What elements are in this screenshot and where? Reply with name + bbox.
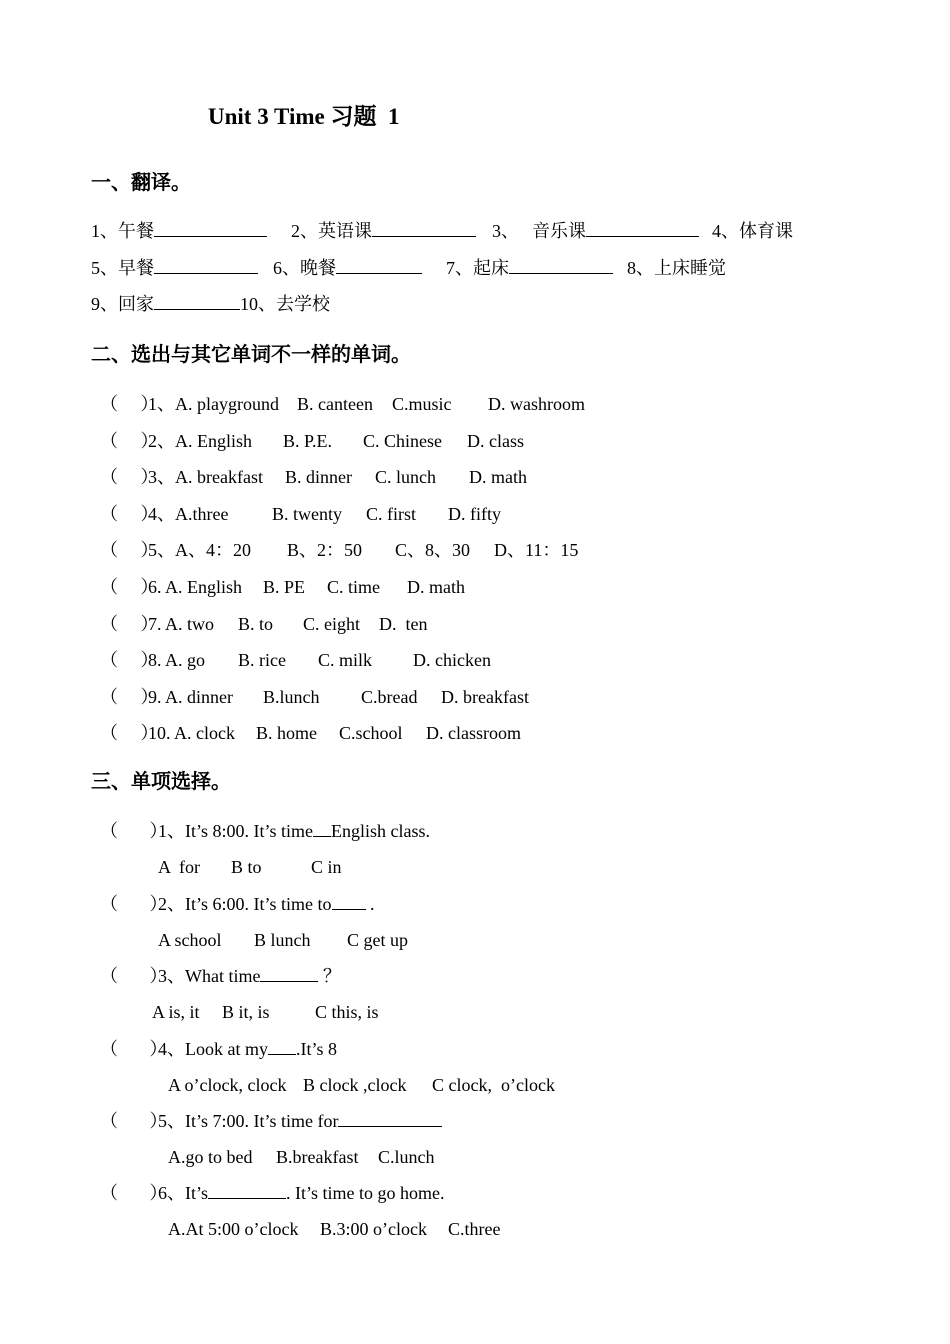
answer-paren[interactable]: （ ）: [100, 431, 159, 451]
item-label: 5、早餐: [91, 258, 154, 278]
choice-option: C. eight: [303, 614, 360, 634]
choice-option: A for: [158, 857, 200, 877]
choice-option: B. canteen: [297, 394, 373, 414]
question-stem: 3、What time: [158, 966, 261, 986]
answer-paren[interactable]: （ ）: [100, 821, 168, 841]
choice-option: B. P.E.: [283, 431, 333, 451]
question-text: [158, 893, 375, 915]
choice-option: 4、A.three: [148, 504, 229, 524]
item-label: 6、晚餐: [273, 258, 336, 278]
choice-option: 8. A. go: [148, 650, 206, 670]
answer-blank[interactable]: [338, 1125, 442, 1127]
answer-paren[interactable]: （ ）: [100, 467, 159, 487]
question-stem: 5、It’s 7:00. It’s time for: [158, 1111, 339, 1131]
choice-option: B to: [231, 857, 262, 877]
choice-option: B. PE: [263, 577, 306, 597]
answer-paren[interactable]: （ ）: [100, 966, 168, 986]
item-label: 9、回家: [91, 294, 154, 314]
choice-option: B clock ,clock: [303, 1075, 407, 1095]
choice-option: 5、A、4：20: [148, 540, 251, 560]
section3-heading: 三、单项选择。: [91, 771, 231, 793]
question-text: [158, 965, 341, 987]
translate-item-7: [446, 257, 613, 279]
choice-option: D. math: [469, 467, 527, 487]
question-text: [158, 1110, 442, 1132]
translate-item-3: [492, 220, 519, 242]
choice-option: D. washroom: [488, 394, 585, 414]
answer-paren[interactable]: （ ）: [100, 650, 159, 670]
translate-item-5: [91, 257, 258, 279]
choice-option: C.school: [339, 723, 403, 743]
choice-option: C.bread: [361, 687, 418, 707]
choice-option: 7. A. two: [148, 614, 215, 634]
choice-option: B.lunch: [263, 687, 320, 707]
choice-option: B. rice: [238, 650, 286, 670]
answer-paren[interactable]: （ ）: [100, 1111, 168, 1131]
answer-blank[interactable]: [268, 1053, 296, 1055]
section1-heading: 一、翻译。: [91, 172, 191, 194]
answer-paren[interactable]: （ ）: [100, 394, 159, 414]
choice-option: D. fifty: [448, 504, 501, 524]
translate-item-8: [627, 257, 726, 279]
item-label: 10、去学校: [240, 294, 330, 314]
translate-item-3-text: [532, 220, 699, 242]
choice-option: 9. A. dinner: [148, 687, 233, 707]
choice-option: D. classroom: [426, 723, 521, 743]
question-tail: . It’s time to go home.: [286, 1183, 445, 1203]
choice-option: D. breakfast: [441, 687, 529, 707]
question-tail: ？: [318, 966, 341, 986]
answer-blank[interactable]: [509, 272, 613, 274]
choice-option: C get up: [347, 930, 408, 950]
choice-option: C. Chinese: [363, 431, 442, 451]
choice-option: C.music: [392, 394, 452, 414]
choice-option: C this, is: [315, 1002, 379, 1022]
choice-option: 6. A. English: [148, 577, 243, 597]
answer-paren[interactable]: （ ）: [100, 540, 159, 560]
answer-blank[interactable]: [260, 980, 318, 982]
section2-heading: 二、选出与其它单词不一样的单词。: [91, 344, 411, 366]
choice-option: B. to: [238, 614, 274, 634]
answer-paren[interactable]: （ ）: [100, 504, 159, 524]
choice-option: C. lunch: [375, 467, 436, 487]
choice-option: C. first: [366, 504, 417, 524]
question-tail: .: [365, 894, 375, 914]
choice-option: A o’clock, clock: [168, 1075, 287, 1095]
choice-option: B. dinner: [285, 467, 352, 487]
choice-option: C. time: [327, 577, 380, 597]
choice-option: 1、A. playground: [148, 394, 279, 414]
choice-option: A is, it: [152, 1002, 200, 1022]
translate-item-9: [91, 293, 330, 315]
translate-item-2: [291, 220, 476, 242]
question-stem: 2、It’s 6:00. It’s time to: [158, 894, 332, 914]
choice-option: D. math: [407, 577, 465, 597]
question-stem: 1、It’s 8:00. It’s time: [158, 821, 313, 841]
item-label: 3、: [492, 221, 519, 241]
answer-blank[interactable]: [154, 272, 258, 274]
choice-option: B.breakfast: [276, 1147, 359, 1167]
answer-blank[interactable]: [154, 308, 240, 310]
choice-option: C.three: [448, 1219, 501, 1239]
question-tail: English class.: [331, 821, 430, 841]
item-label: 1、午餐: [91, 221, 154, 241]
answer-blank[interactable]: [372, 235, 476, 237]
choice-option: C. milk: [318, 650, 373, 670]
answer-blank[interactable]: [332, 908, 366, 910]
item-label: 2、英语课: [291, 221, 372, 241]
answer-blank[interactable]: [313, 835, 331, 837]
choice-option: B.3:00 o’clock: [320, 1219, 427, 1239]
answer-paren[interactable]: （ ）: [100, 894, 168, 914]
choice-option: C clock, o’clock: [432, 1075, 555, 1095]
item-label: 7、起床: [446, 258, 509, 278]
translate-item-1: [91, 220, 267, 242]
choice-option: 3、A. breakfast: [148, 467, 263, 487]
item-label: 音乐课: [532, 221, 586, 241]
translate-item-6: [273, 257, 422, 279]
answer-paren[interactable]: （ ）: [100, 1039, 168, 1059]
answer-blank[interactable]: [336, 272, 422, 274]
choice-option: C、8、30: [395, 540, 471, 560]
choice-option: B lunch: [254, 930, 311, 950]
choice-option: D. class: [467, 431, 524, 451]
choice-option: 10. A. clock: [148, 723, 235, 743]
choice-option: B、2：50: [287, 540, 363, 560]
choice-option: D、11：15: [494, 540, 579, 560]
choice-option: D. ten: [379, 614, 428, 634]
answer-paren[interactable]: （ ）: [100, 577, 159, 597]
question-text: [158, 1038, 337, 1060]
question-text: [158, 1182, 445, 1204]
choice-option: B. twenty: [272, 504, 342, 524]
question-stem: 6、It’s: [158, 1183, 209, 1203]
page-title: Unit 3 Time 习题 1: [208, 104, 400, 129]
choice-option: A school: [158, 930, 222, 950]
answer-paren[interactable]: （ ）: [100, 1183, 168, 1203]
item-label: 4、体育课: [712, 221, 793, 241]
choice-option: A.go to bed: [168, 1147, 253, 1167]
choice-option: 2、A. English: [148, 431, 253, 451]
item-label: 8、上床睡觉: [627, 258, 726, 278]
answer-paren[interactable]: （ ）: [100, 723, 159, 743]
answer-blank[interactable]: [586, 235, 699, 237]
question-tail: .It’s 8: [296, 1039, 338, 1059]
answer-blank[interactable]: [208, 1197, 286, 1199]
question-stem: 4、Look at my: [158, 1039, 268, 1059]
choice-option: A.At 5:00 o’clock: [168, 1219, 299, 1239]
choice-option: C.lunch: [378, 1147, 435, 1167]
question-text: [158, 820, 430, 842]
answer-paren[interactable]: （ ）: [100, 687, 159, 707]
choice-option: B it, is: [222, 1002, 270, 1022]
translate-item-4: [712, 220, 793, 242]
choice-option: C in: [311, 857, 342, 877]
choice-option: B. home: [256, 723, 317, 743]
answer-paren[interactable]: （ ）: [100, 614, 159, 634]
choice-option: D. chicken: [413, 650, 491, 670]
answer-blank[interactable]: [154, 235, 267, 237]
